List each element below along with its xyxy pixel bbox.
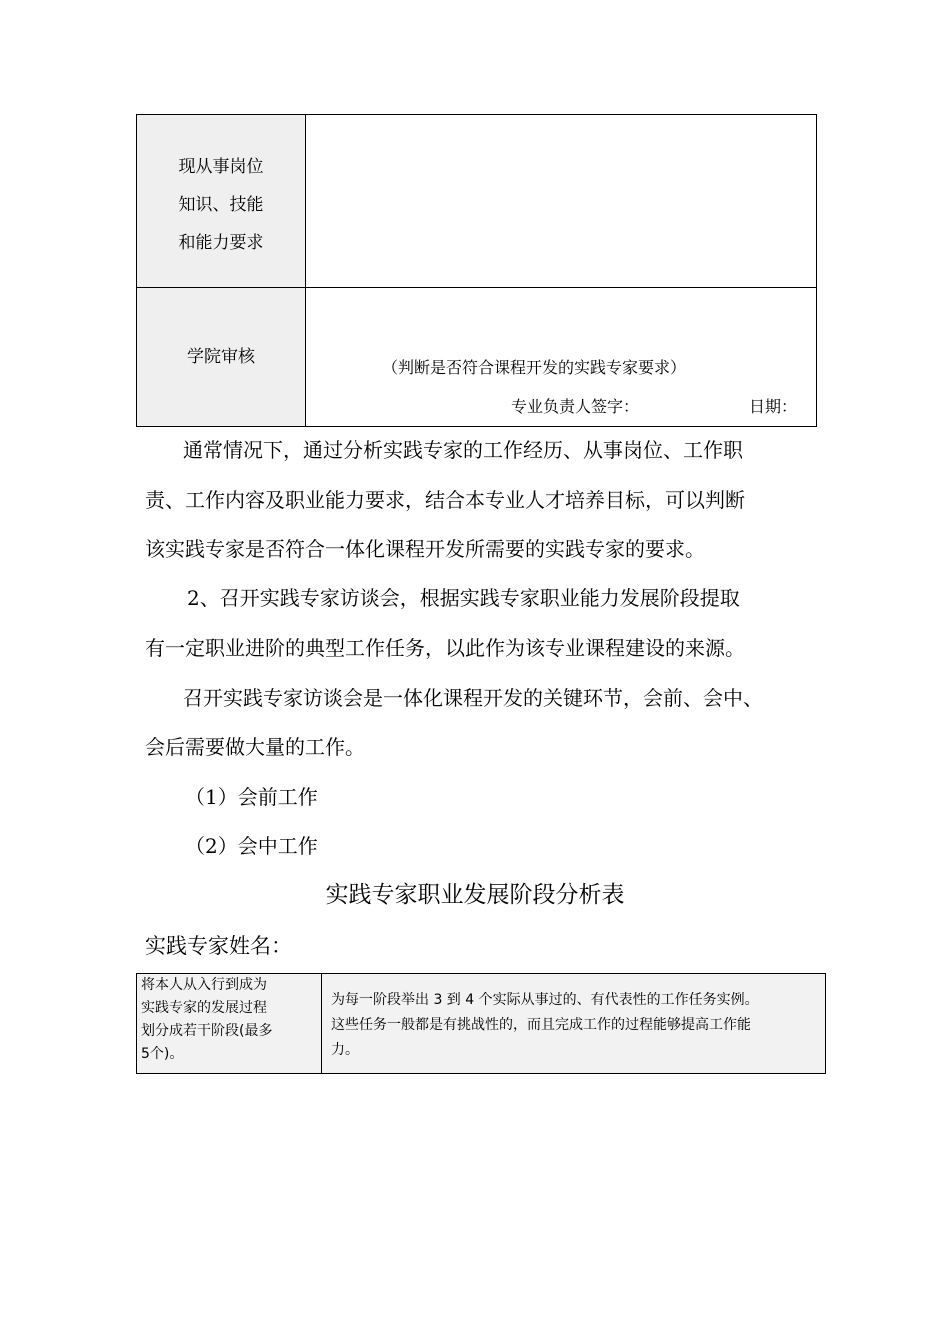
- college-review-value-cell[interactable]: [306, 288, 817, 427]
- paragraph-line: 有一定职业进阶的典型工作任务，以此作为该专业课程建设的来源。: [145, 636, 745, 660]
- paragraph-line: 责、工作内容及职业能力要求，结合本专业人才培养目标，可以判断: [145, 488, 745, 512]
- expert-name-label: 实践专家姓名：: [145, 934, 292, 958]
- paragraph-line: （2）会中工作: [185, 834, 318, 858]
- expert-info-table: [136, 114, 817, 427]
- cell-line: 5个)。: [141, 1046, 184, 1062]
- label-line: 和能力要求: [178, 233, 264, 253]
- paragraph-line: 会后需要做大量的工作。: [145, 735, 365, 759]
- paragraph-line: （1）会前工作: [185, 785, 318, 809]
- cell-line: 将本人从入行到成为: [141, 977, 267, 993]
- paragraph-line: 通常情况下，通过分析实践专家的工作经历、从事岗位、工作职: [183, 438, 743, 462]
- section-title: 实践专家职业发展阶段分析表: [325, 882, 625, 908]
- label-line: 现从事岗位: [178, 157, 264, 177]
- paragraph-line: 2、召开实践专家访谈会，根据实践专家职业能力发展阶段提取: [187, 586, 740, 610]
- cell-line: 力。: [331, 1042, 359, 1058]
- career-stage-table: [136, 973, 826, 1074]
- cell-line: 这些任务一般都是有挑战性的，而且完成工作的过程能够提高工作能: [331, 1017, 751, 1033]
- job-requirements-value-cell[interactable]: [306, 115, 817, 288]
- signature-label: 专业负责人签字：: [511, 397, 640, 416]
- cell-line: 为每一阶段举出 3 到 4 个实际从事过的、有代表性的工作任务实例。: [331, 992, 759, 1008]
- paragraph-line: 该实践专家是否符合一体化课程开发所需要的实践专家的要求。: [145, 537, 705, 561]
- college-review-label-cell: [137, 288, 306, 427]
- job-requirements-label-cell: [137, 115, 306, 288]
- college-review-label: 学院审核: [187, 347, 255, 367]
- cell-line: 实践专家的发展过程: [141, 1000, 267, 1016]
- date-label: 日期：: [749, 397, 798, 416]
- stage-instruction-cell: [137, 974, 322, 1074]
- label-line: 知识、技能: [178, 195, 264, 215]
- paragraph-line: 召开实践专家访谈会是一体化课程开发的关键环节，会前、会中、: [183, 686, 763, 710]
- task-instruction-cell: [322, 974, 826, 1074]
- cell-line: 划分成若干阶段(最多: [141, 1023, 273, 1039]
- review-hint: （判断是否符合课程开发的实践专家要求）: [382, 358, 687, 377]
